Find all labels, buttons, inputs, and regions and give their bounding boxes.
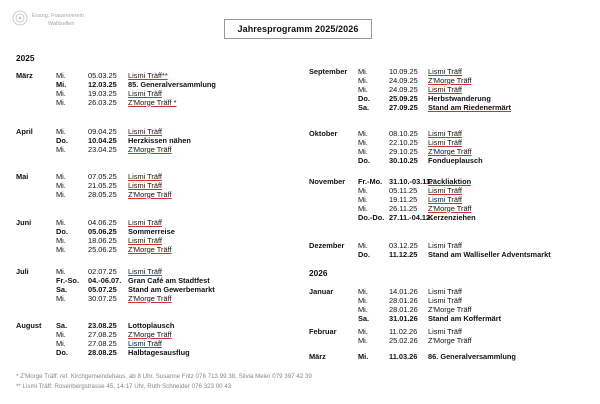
footnote: ** Lismi Träff: Rosenbergstrasse 45, 14-17 Uhr, Ruth Schneider 076 323 00 43 [16,383,232,390]
event-name: Z'Morge Träff * [128,97,177,107]
event-date: 18.06.25 [88,235,117,245]
event-day: Mi. [56,218,66,227]
event-date: 07.05.25 [88,172,117,181]
month-label: Januar [309,287,334,296]
event-day: Do. [358,93,370,103]
month-label: August [16,321,42,330]
event-name: Lismi Träff** [128,71,168,80]
event-day: Mi. [358,194,368,204]
event-date: 11.03.26 [389,352,418,361]
event-date: 27.09.25 [389,102,418,112]
month-label: November [309,177,346,186]
event-day: Sa. [358,102,370,112]
event-day: Mi. [358,304,368,314]
event-day: Mi. [358,327,368,336]
event-date: 10.09.25 [389,67,418,76]
event-date: 09.04.25 [88,127,117,136]
event-date: 30.07.25 [88,293,117,303]
event-name: Gran Café am Stadtfest [128,275,210,285]
event-date: 27.11.-04.12. [389,212,433,222]
event-name: Lismi Träff [128,127,162,136]
logo-line-2: Wallisellen [48,21,75,27]
page-title: Jahresprogramm 2025/2026 [224,19,372,39]
event-day: Mi. [56,338,66,348]
event-name: Lismi Träff [128,172,162,181]
event-name: Z'Morge Träff [428,203,472,213]
event-day: Mi. [358,241,368,250]
event-name: Lismi Träff [128,218,162,227]
logo-flower-icon [12,6,32,30]
event-day: Fr.-So. [56,275,79,285]
event-day: Mi. [358,352,369,361]
event-day: Sa. [358,313,370,323]
event-date: 14.01.26 [389,287,418,296]
event-name: Lismi Träff [428,327,462,336]
event-name: Lismi Träff [128,338,162,348]
footnote: * Z'Morge Träff: ref. Kirchgemeindehaus, ab 8 Uhr, Susanne Fritz 078 713 99 38, Silvia Meier 079 397 42 39 [16,373,312,380]
event-day: Do.-Do. [358,212,385,222]
event-day: Mi. [56,267,66,276]
month-label: März [16,71,33,80]
year-heading-2026: 2026 [309,268,328,278]
event-date: 26.03.25 [88,97,117,107]
event-day: Mi. [56,189,66,199]
event-name: Kerzenziehen [428,212,476,222]
event-name: Lismi Träff [428,194,462,204]
event-day: Mi. [56,144,66,154]
event-day: Mi. [358,295,368,305]
event-date: 31.01.26 [389,313,418,323]
month-label: April [16,127,33,136]
event-date: 26.11.25 [389,203,418,213]
event-day: Do. [56,226,68,236]
event-date: 28.01.26 [389,304,418,314]
month-label: Mai [16,172,29,181]
month-label: Februar [309,327,337,336]
event-date: 25.09.25 [389,93,418,103]
month-label: März [309,352,326,361]
event-name: Lottoplausch [128,321,175,330]
event-date: 19.11.25 [389,194,418,204]
event-name: Lismi Träff [428,287,462,296]
event-name: Päckliaktion [428,177,472,186]
event-name: Lismi Träff [128,235,162,245]
event-day: Mi. [56,172,66,181]
event-date: 12.03.25 [88,79,117,89]
event-date: 21.05.25 [88,180,117,190]
event-day: Mi. [358,185,368,195]
event-date: 27.08.25 [88,329,117,339]
year-heading-2025: 2025 [16,53,35,63]
event-name: Stand am Koffermärt [428,313,502,323]
event-date: 08.10.25 [389,129,418,138]
event-day: Do. [358,155,370,165]
event-date: 27.08.25 [88,338,117,348]
event-name: Halbtagesausflug [128,347,190,357]
event-day: Mi. [358,146,368,156]
event-date: 03.12.25 [389,241,418,250]
event-day: Mi. [358,287,368,296]
event-date: 23.08.25 [88,321,117,330]
event-date: 10.04.25 [88,135,117,145]
event-day: Mi. [358,203,368,213]
event-date: 11.02.26 [389,327,418,336]
event-date: 28.01.26 [389,295,418,305]
event-name: Lismi Träff [428,137,462,147]
event-date: 05.06.25 [88,226,117,236]
event-name: Sommerreise [128,226,175,236]
event-name: 86. Generalversammlung [428,352,516,361]
event-name: 85. Generalversammlung [128,79,216,89]
event-day: Mi. [56,79,67,89]
event-date: 04.06.25 [88,218,117,227]
event-day: Sa. [56,284,68,294]
event-name: Z'Morge Träff [128,189,172,199]
event-name: Lismi Träff [428,84,462,94]
month-label: Juni [16,218,32,227]
event-day: Mi. [56,88,66,98]
event-name: Lismi Träff [428,129,462,138]
event-date: 11.12.25 [389,249,418,259]
event-day: Do. [56,135,68,145]
month-label: Juli [16,267,29,276]
event-name: Lismi Träff [428,295,462,305]
event-name: Lismi Träff [428,67,462,76]
event-day: Mi. [56,97,66,107]
event-day: Mi. [358,84,368,94]
event-name: Lismi Träff [128,88,162,98]
event-day: Mi. [56,127,66,136]
event-date: 22.10.25 [389,137,418,147]
event-name: Stand am Walliseller Adventsmarkt [428,249,551,259]
event-name: Z'Morge Träff [428,335,472,345]
event-day: Mi. [358,335,368,345]
event-day: Mi. [56,71,66,80]
event-date: 23.04.25 [88,144,117,154]
event-day: Mi. [56,293,66,303]
event-name: Z'Morge Träff [128,293,172,303]
event-date: 30.10.25 [389,155,418,165]
event-day: Fr.-Mo. [358,177,383,186]
event-day: Do. [358,249,370,259]
event-day: Do. [56,347,68,357]
logo-line-1: Evang. Frauenverein [32,13,84,19]
event-date: 25.02.26 [389,335,418,345]
event-name: Lismi Träff [428,241,462,250]
event-day: Mi. [56,180,66,190]
month-label: September [309,67,348,76]
event-date: 19.03.25 [88,88,117,98]
event-name: Z'Morge Träff [128,244,172,254]
event-name: Fondueplausch [428,155,483,165]
event-day: Sa. [56,321,68,330]
month-label: Oktober [309,129,338,138]
event-day: Mi. [358,137,368,147]
event-name: Lismi Träff [128,180,162,190]
event-date: 25.06.25 [88,244,117,254]
event-name: Z'Morge Träff [428,304,472,314]
event-date: 05.11.25 [389,185,418,195]
event-date: 28.08.25 [88,347,117,357]
event-day: Mi. [56,244,66,254]
event-date: 04.-06.07. [88,275,122,285]
event-name: Lismi Träff [128,267,162,276]
event-name: Z'Morge Träff [428,146,472,156]
event-name: Lismi Träff [428,185,462,195]
event-name: Z'Morge Träff [128,329,172,339]
event-name: Herbstwanderung [428,93,491,103]
event-day: Mi. [358,75,368,85]
event-name: Herzkissen nähen [128,135,191,145]
event-date: 31.10.-03.11. [389,177,433,186]
event-day: Mi. [358,129,368,138]
event-date: 05.03.25 [88,71,117,80]
event-date: 02.07.25 [88,267,117,276]
event-day: Mi. [358,67,368,76]
event-date: 24.09.25 [389,75,418,85]
event-name: Stand am Riedenermärt [428,102,511,112]
event-name: Stand am Gewerbemarkt [128,284,215,294]
event-date: 28.05.25 [88,189,117,199]
event-day: Mi. [56,329,66,339]
event-name: Z'Morge Träff [428,75,472,85]
logo [12,6,102,36]
event-date: 29.10.25 [389,146,418,156]
event-date: 24.09.25 [389,84,418,94]
event-date: 05.07.25 [88,284,117,294]
event-day: Mi. [56,235,66,245]
month-label: Dezember [309,241,345,250]
event-name: Z'Morge Träff [128,144,172,154]
